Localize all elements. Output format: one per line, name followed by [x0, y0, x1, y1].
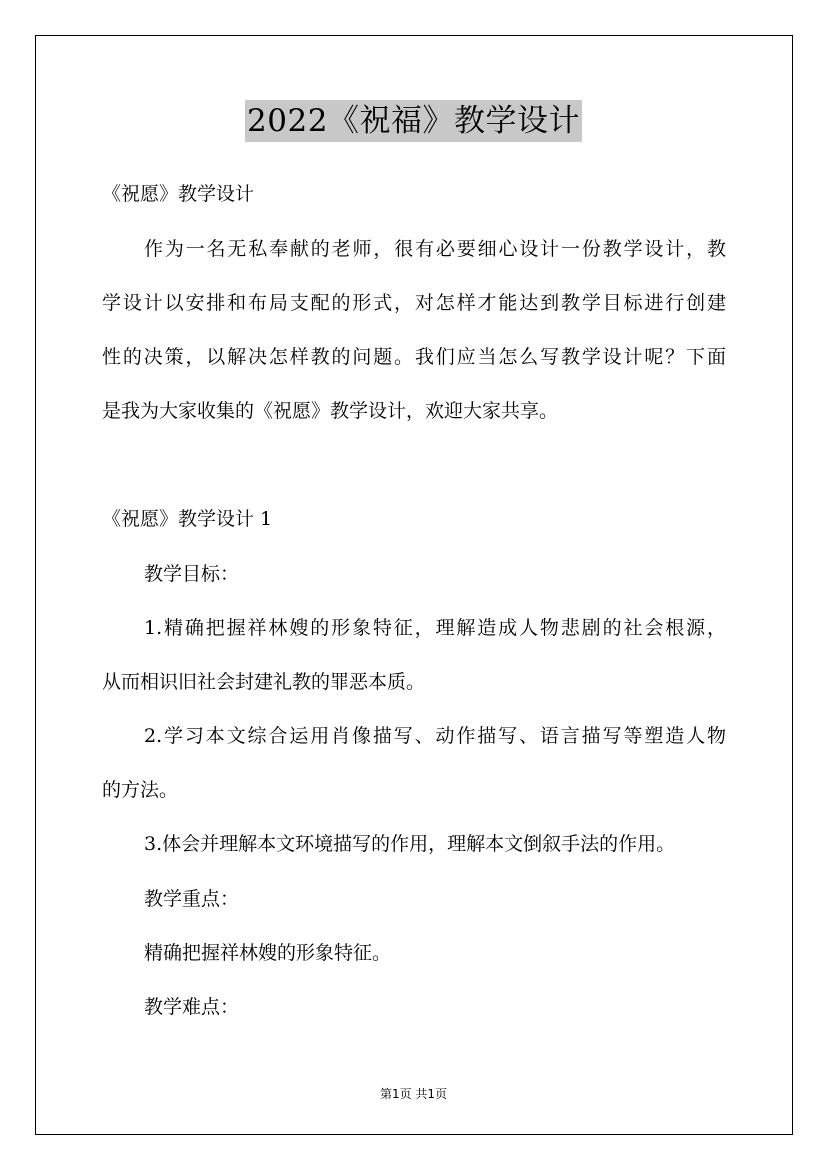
page-footer: 第1页 共1页: [379, 1087, 448, 1101]
paragraph-line: 1.精确把握祥林嫂的形象特征，理解造成人物悲剧的社会根源，: [144, 617, 726, 639]
paragraph-line: 精确把握祥林嫂的形象特征。: [144, 942, 392, 964]
paragraph-line: 从而相识旧社会封建礼教的罪恶本质。: [102, 671, 426, 693]
subheading: 教学难点：: [144, 996, 240, 1018]
subheading: 教学目标：: [144, 563, 240, 585]
paragraph-line: 2.学习本文综合运用肖像描写、动作描写、语言描写等塑造人物: [144, 725, 726, 747]
title-container: [0, 100, 827, 142]
paragraph-line: 作为一名无私奉献的老师，很有必要细心设计一份教学设计，教: [144, 238, 726, 260]
section-heading: 《祝愿》教学设计: [102, 183, 255, 205]
paragraph-line: 是我为大家收集的《祝愿》教学设计，欢迎大家共享。: [102, 400, 559, 422]
paragraph-line: 学设计以安排和布局支配的形式，对怎样才能达到教学目标进行创建: [102, 292, 726, 314]
section-heading: 《祝愿》教学设计 1: [102, 508, 273, 530]
subheading: 教学重点：: [144, 888, 240, 910]
paragraph-line: 性的决策，以解决怎样教的问题。我们应当怎么写教学设计呢？下面: [102, 346, 726, 368]
document-title: 2022《祝福》教学设计: [245, 100, 582, 142]
paragraph-line: 3.体会并理解本文环境描写的作用，理解本文倒叙手法的作用。: [144, 833, 676, 855]
paragraph-line: 的方法。: [102, 779, 179, 801]
